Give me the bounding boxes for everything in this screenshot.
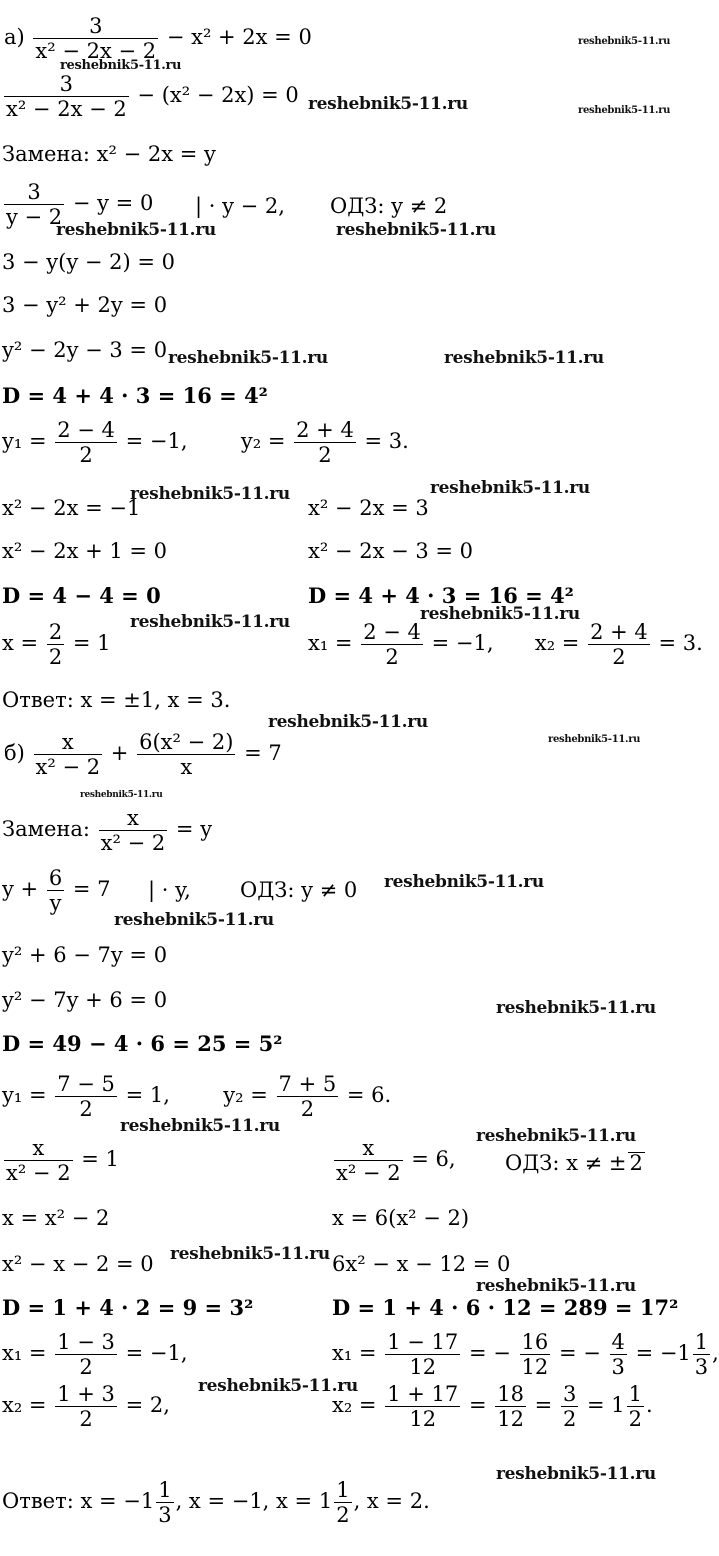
b-case2-line-2: x = 6(x² − 2)	[332, 1206, 470, 1230]
watermark: reshebnik5-11.ru	[170, 1244, 330, 1264]
fraction: $\frac{1}{3}$	[158, 1478, 172, 1528]
b-line-4: y² + 6 − 7y = 0	[2, 943, 168, 967]
watermark: reshebnik5-11.ru	[130, 612, 290, 632]
b-case1-root-2: x₂ = $\frac{1 + 3}{2}$ = 2,	[2, 1382, 170, 1432]
a-case2-discriminant: D = 4 + 4 · 3 = 16 = 4²	[308, 583, 574, 608]
watermark: reshebnik5-11.ru	[168, 348, 328, 368]
b-case2-root-2: x₂ = $\frac{1 + 17}{12}$ = $\frac{18}{12}$ = $\frac{3}{2}$ = 1 $\frac{1}{2}$ .	[332, 1382, 653, 1432]
a-case2-line-2: x² − 2x − 3 = 0	[308, 539, 474, 563]
b-substitution: Замена: $\frac{x}{\text{x² − 2}}$ = y	[2, 806, 213, 856]
fraction: $\frac{1}{2}$	[336, 1478, 350, 1528]
watermark: reshebnik5-11.ru	[578, 36, 671, 47]
fraction: $\frac{7 + 5}{2}$	[278, 1072, 337, 1122]
square-root: 2	[629, 1151, 643, 1175]
watermark: reshebnik5-11.ru	[444, 348, 604, 368]
b-discriminant: D = 49 − 4 · 6 = 25 = 5²	[2, 1031, 283, 1056]
b-equation-1: б) $\frac{x}{\text{x² − 2}}$ + $\frac{\text{6(x² − 2)}}{x}$ = 7	[4, 730, 282, 780]
fraction: $\frac{4}{3}$	[611, 1330, 625, 1380]
a-roots-y: y₁ = $\frac{2 - 4}{2}$ = −1, y₂ = $\frac{2 + 4}{2}$ = 3.	[2, 418, 409, 468]
b-case2-line-3: 6x² − x − 12 = 0	[332, 1252, 511, 1276]
b-case1-discriminant: D = 1 + 4 · 2 = 9 = 3²	[2, 1295, 254, 1320]
fraction: $\frac{1 + 3}{2}$	[57, 1382, 115, 1432]
watermark: reshebnik5-11.ru	[56, 220, 216, 240]
watermark: reshebnik5-11.ru	[496, 998, 656, 1018]
part-a-marker: а)	[4, 25, 25, 50]
a-answer: Ответ: x = ±1, x = 3.	[2, 688, 231, 712]
b-odz: ОДЗ: y ≠ 0	[240, 878, 358, 902]
fraction: $\frac{x}{\text{x² − 2}}$	[336, 1136, 401, 1186]
a-odz: ОДЗ: y ≠ 2	[330, 194, 448, 218]
b-line-5: y² − 7y + 6 = 0	[2, 988, 168, 1012]
fraction: $\frac{x}{\text{x² − 2}}$	[35, 730, 101, 780]
a-case1-discriminant: D = 4 − 4 = 0	[2, 583, 161, 608]
fraction: $\frac{2 + 4}{2}$	[296, 418, 354, 468]
fraction: $\frac{1 - 3}{2}$	[57, 1330, 115, 1380]
watermark: reshebnik5-11.ru	[130, 484, 290, 504]
fraction: $\frac{2}{2}$	[48, 620, 63, 670]
a-line-4: 3 − y(y − 2) = 0	[2, 250, 176, 274]
fraction: $\frac{2 - 4}{2}$	[57, 418, 115, 468]
fraction: $\frac{7 - 5}{2}$	[57, 1072, 115, 1122]
fraction: $\frac{16}{12}$	[521, 1330, 549, 1380]
b-answer: Ответ: x = −1 $\frac{1}{3}$ , x = −1, x = 1 $\frac{1}{2}$ , x = 2.	[2, 1478, 430, 1528]
part-b-marker: б)	[4, 741, 25, 766]
fraction: $\frac{3}{y - 2}$	[6, 180, 63, 230]
watermark: reshebnik5-11.ru	[384, 872, 544, 892]
watermark: reshebnik5-11.ru	[308, 94, 468, 114]
watermark: reshebnik5-11.ru	[420, 604, 580, 624]
b-case1-fraction: $\frac{x}{\text{x² − 2}}$ = 1	[6, 1136, 119, 1186]
fraction: $\frac{3}{\text{x² − 2x − 2}}$	[6, 72, 127, 122]
a-case2-line-1: x² − 2x = 3	[308, 496, 429, 520]
fraction: $\frac{\text{6(x² − 2)}}{x}$	[139, 730, 234, 780]
watermark: reshebnik5-11.ru	[476, 1276, 636, 1296]
a-equation-1: а) $\frac{3}{\text{x² − 2x − 2}}$ − x² + 2x = 0	[4, 14, 312, 64]
b-case2-discriminant: D = 1 + 4 · 6 · 12 = 289 = 17²	[332, 1295, 679, 1320]
fraction: $\frac{3}{2}$	[562, 1382, 577, 1432]
a-case1-line-1: x² − 2x = −1	[2, 496, 141, 520]
fraction: $\frac{3}{\text{x² − 2x − 2}}$	[35, 14, 157, 64]
a-substitution: Замена: x² − 2x = y	[2, 142, 216, 166]
a-equation-3: $\frac{3}{y - 2}$ − y = 0	[6, 180, 154, 230]
watermark: reshebnik5-11.ru	[548, 734, 641, 745]
a-discriminant: D = 4 + 4 · 3 = 16 = 4²	[2, 383, 268, 408]
a-multiplier: | · y − 2,	[195, 194, 285, 218]
watermark: reshebnik5-11.ru	[114, 910, 274, 930]
b-case2-root-1: x₁ = $\frac{1 - 17}{12}$ = − $\frac{16}{12}$ = − $\frac{4}{3}$ = −1 $\frac{1}{3}$ ,	[332, 1330, 719, 1380]
watermark: reshebnik5-11.ru	[268, 712, 428, 732]
watermark: reshebnik5-11.ru	[578, 105, 671, 116]
fraction: $\frac{1 + 17}{12}$	[387, 1382, 459, 1432]
watermark: reshebnik5-11.ru	[120, 1116, 280, 1136]
a-case1-root: x = $\frac{2}{2}$ = 1	[2, 620, 111, 670]
watermark: reshebnik5-11.ru	[430, 478, 590, 498]
watermark: reshebnik5-11.ru	[496, 1464, 656, 1484]
a-case1-line-2: x² − 2x + 1 = 0	[2, 539, 168, 563]
fraction: $\frac{2 - 4}{2}$	[363, 620, 421, 670]
fraction: $\frac{18}{12}$	[497, 1382, 524, 1432]
watermark: reshebnik5-11.ru	[336, 220, 496, 240]
watermark: reshebnik5-11.ru	[476, 1126, 636, 1146]
a-line-5: 3 − y² + 2y = 0	[2, 293, 168, 317]
a-line-6: y² − 2y − 3 = 0	[2, 338, 168, 362]
fraction: $\frac{1 - 17}{12}$	[387, 1330, 459, 1380]
b-case1-line-3: x² − x − 2 = 0	[2, 1252, 154, 1276]
b-case1-line-2: x = x² − 2	[2, 1206, 110, 1230]
a-case2-roots: x₁ = $\frac{2 - 4}{2}$ = −1, x₂ = $\frac{2 + 4}{2}$ = 3.	[308, 620, 703, 670]
fraction: $\frac{1}{2}$	[628, 1382, 643, 1432]
a-equation-2: $\frac{3}{\text{x² − 2x − 2}}$ − (x² − 2x) = 0	[6, 72, 299, 122]
fraction: $\frac{1}{3}$	[694, 1330, 709, 1380]
b-case2-fraction: $\frac{x}{\text{x² − 2}}$ = 6,	[336, 1136, 456, 1186]
fraction: $\frac{x}{\text{x² − 2}}$	[100, 806, 166, 856]
watermark: reshebnik5-11.ru	[198, 1376, 358, 1396]
fraction: $\frac{6}{y}$	[48, 866, 63, 916]
watermark: reshebnik5-11.ru	[80, 790, 163, 800]
b-roots-y: y₁ = $\frac{7 - 5}{2}$ = 1, y₂ = $\frac{7 + 5}{2}$ = 6.	[2, 1072, 392, 1122]
b-equation-3: y + $\frac{6}{y}$ = 7	[2, 866, 111, 916]
fraction: $\frac{2 + 4}{2}$	[590, 620, 648, 670]
watermark: reshebnik5-11.ru	[60, 58, 182, 73]
fraction: $\frac{x}{\text{x² − 2}}$	[6, 1136, 71, 1186]
b-case1-root-1: x₁ = $\frac{1 - 3}{2}$ = −1,	[2, 1330, 188, 1380]
b-case2-odz: ОДЗ: x ≠ ± 2	[505, 1151, 643, 1175]
b-multiplier: | · y,	[148, 878, 191, 902]
